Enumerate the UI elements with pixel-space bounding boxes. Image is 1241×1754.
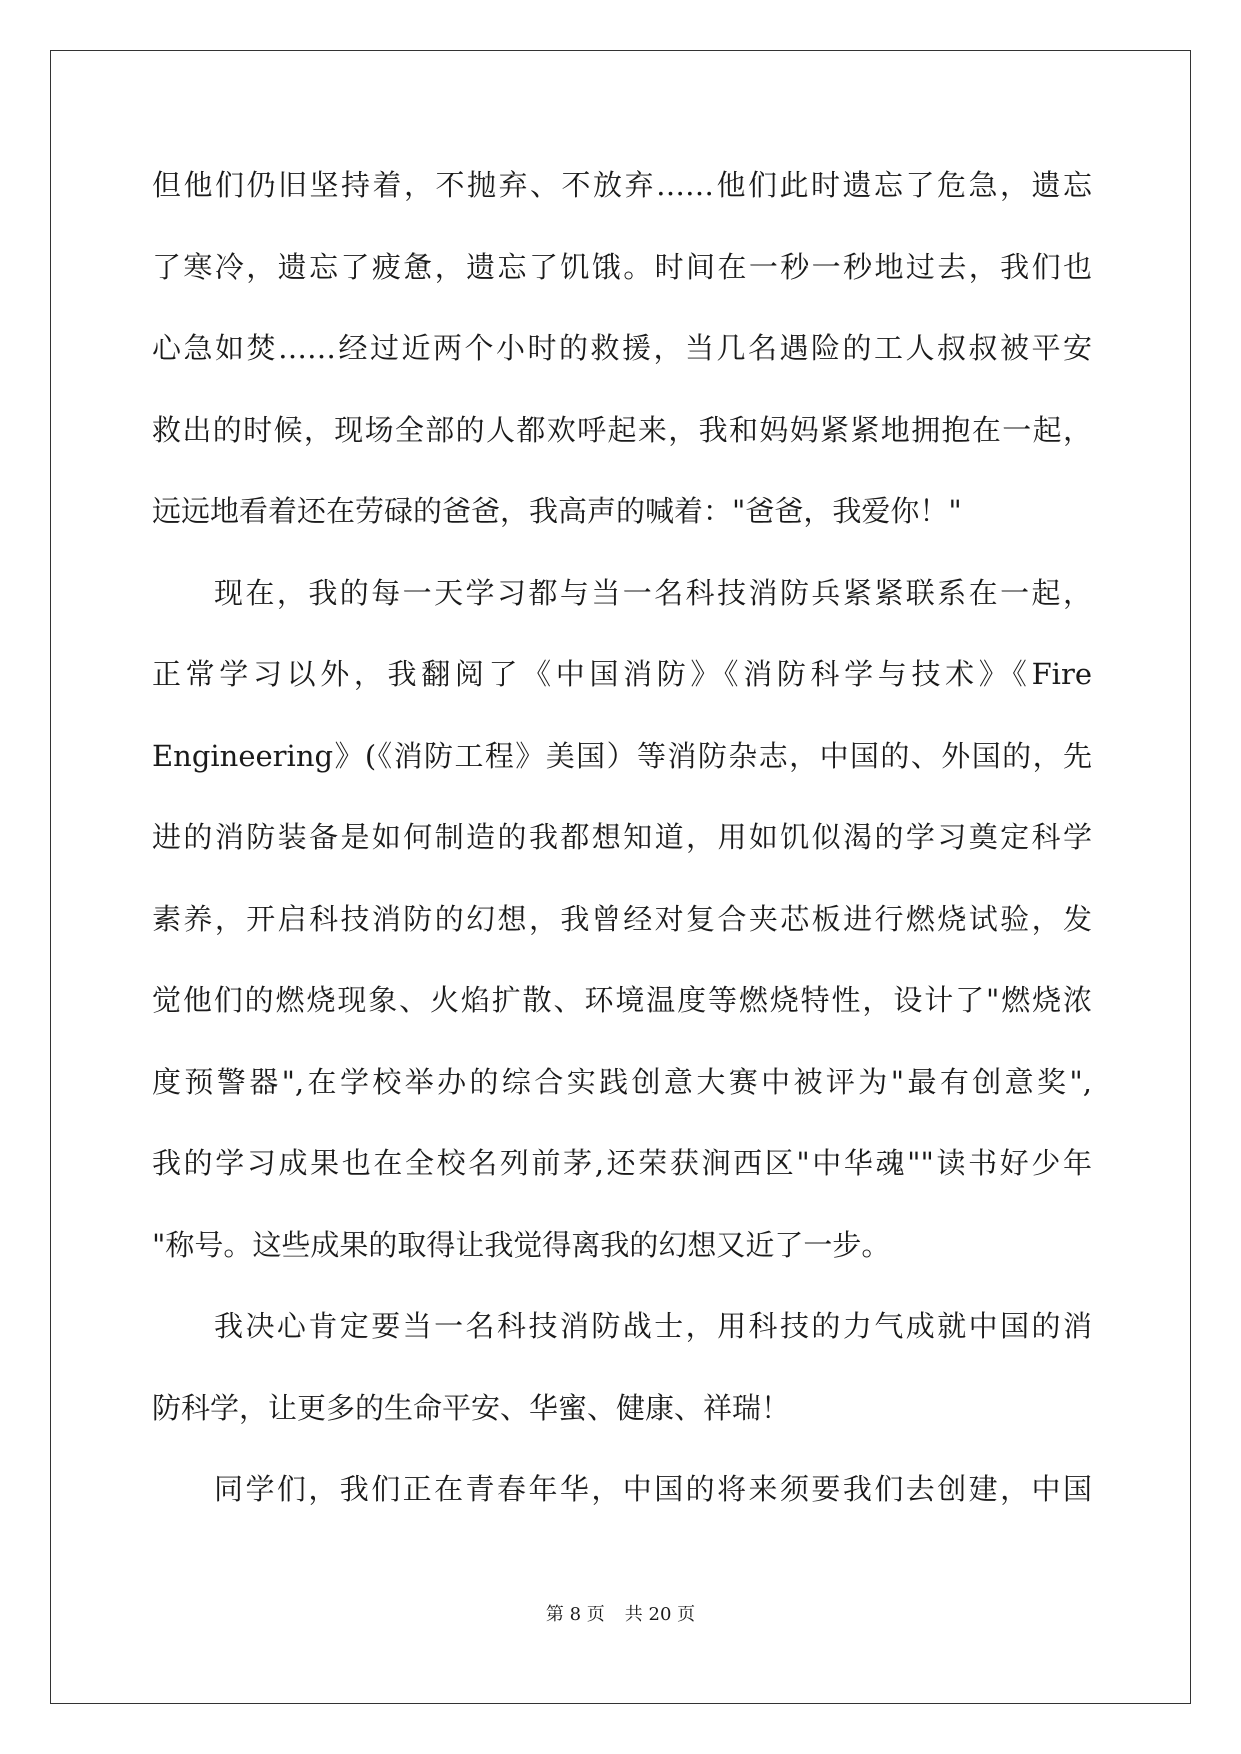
- text-line: "称号。这些成果的取得让我觉得离我的幻想又近了一步。: [152, 1227, 891, 1262]
- text-line: 素养，开启科技消防的幻想，我曾经对复合夹芯板进行燃烧试验，发: [152, 901, 1092, 936]
- text-line: 同学们，我们正在青春年华，中国的将来须要我们去创建，中国: [214, 1472, 1092, 1506]
- page-number: 第 8 页: [545, 1604, 605, 1625]
- text-line: Engineering》(《消防工程》美国）等消防杂志，中国的、外国的，先: [152, 738, 1092, 773]
- text-line: 远远地看着还在劳碌的爸爸，我高声的喊着："爸爸，我爱你！": [152, 494, 962, 528]
- text-line: 觉他们的燃烧现象、火焰扩散、环境温度等燃烧特性，设计了"燃烧浓: [152, 983, 1092, 1017]
- page-total: 共 20 页: [624, 1604, 696, 1625]
- text-line: 进的消防装备是如何制造的我都想知道，用如饥似渴的学习奠定科学: [152, 820, 1092, 854]
- text-line: 我决心肯定要当一名科技消防战士，用科技的力气成就中国的消: [214, 1309, 1092, 1343]
- text-line: 防科学，让更多的生命平安、华蜜、健康、祥瑞！: [152, 1390, 791, 1425]
- text-line: 现在，我的每一天学习都与当一名科技消防兵紧紧联系在一起，: [214, 575, 1092, 610]
- text-line: 但他们仍旧坚持着，不抛弃、不放弃……他们此时遗忘了危急，遗忘: [152, 168, 1092, 202]
- text-line: 正常学习以外，我翻阅了《中国消防》《消防科学与技术》《Fire: [152, 657, 1092, 691]
- text-line: 我的学习成果也在全校名列前茅,还荣获涧西区"中华魂""读书好少年: [152, 1146, 1092, 1180]
- text-line: 了寒冷，遗忘了疲惫，遗忘了饥饿。时间在一秒一秒地过去，我们也: [152, 249, 1092, 284]
- text-line: 度预警器",在学校举办的综合实践创意大赛中被评为"最有创意奖",: [152, 1064, 1092, 1099]
- text-line: 救出的时候，现场全部的人都欢呼起来，我和妈妈紧紧地拥抱在一起，: [152, 412, 1092, 447]
- page-footer: [0, 1600, 1241, 1626]
- text-line: 心急如焚……经过近两个小时的救援，当几名遇险的工人叔叔被平安: [152, 331, 1092, 365]
- body-text: [152, 160, 1092, 1546]
